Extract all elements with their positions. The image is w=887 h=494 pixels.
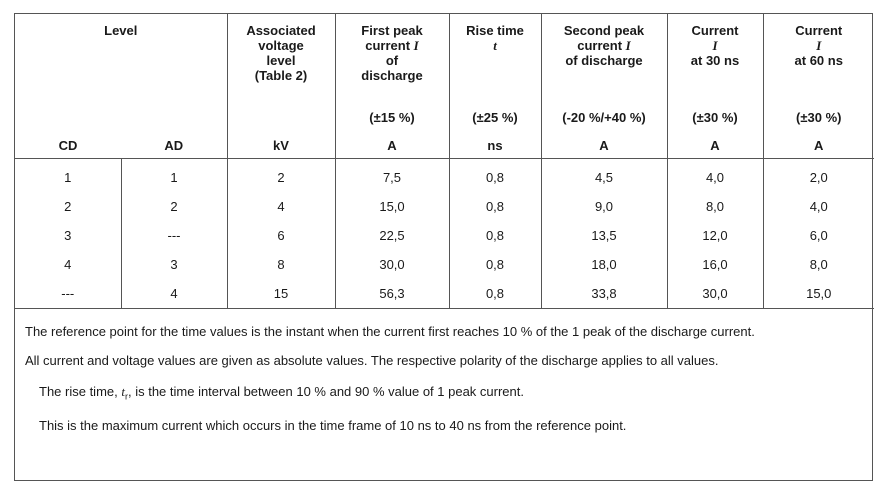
cell: 0,8 — [449, 159, 541, 193]
table-row — [15, 279, 874, 309]
cell: 4,0 — [763, 192, 874, 221]
cell: 3 — [64, 228, 72, 243]
cell: 30,0 — [667, 279, 763, 309]
cell: 16,0 — [667, 250, 763, 279]
table-notes — [15, 309, 872, 434]
cell: 8,0 — [763, 250, 874, 279]
cell: 6,0 — [763, 221, 874, 250]
cell: 9,0 — [541, 192, 667, 221]
cell: 4 — [121, 279, 227, 309]
cell: 2 — [121, 192, 227, 221]
discharge-parameters-table — [15, 14, 874, 309]
header-row — [15, 14, 874, 132]
header-current-60ns: Current I at 60 ns (±30 %) — [763, 14, 874, 132]
table-row — [15, 159, 874, 193]
cell: 22,5 — [335, 221, 449, 250]
cell: 30,0 — [335, 250, 449, 279]
table-row — [15, 250, 874, 279]
unit-ad: AD — [121, 132, 227, 159]
cell: 1 — [121, 159, 227, 193]
header-current-30ns: Current I at 30 ns (±30 %) — [667, 14, 763, 132]
unit-cd: CD — [15, 132, 121, 159]
cell: 12,0 — [667, 221, 763, 250]
cell: 2,0 — [763, 159, 874, 193]
header-level: Level — [104, 23, 138, 38]
cell: 7,5 — [335, 159, 449, 193]
table-row — [15, 192, 874, 221]
cell: 0,8 — [449, 279, 541, 309]
note-rise-time: The rise time, $t_r$, is the time interval between 10 % and 90 % value of 1 peak current. — [39, 384, 524, 402]
header-rise-time: Rise time t (±25 %) — [449, 14, 541, 132]
cell: 33,8 — [541, 279, 667, 309]
cell: 3 — [121, 250, 227, 279]
cell: 15,0 — [335, 192, 449, 221]
cell: --- — [121, 221, 227, 250]
cell: 0,8 — [449, 192, 541, 221]
note-reference-point: The reference point for the time values is the instant when the current first reaches 10 % of the 1 peak of the discharge current. — [25, 324, 755, 339]
cell: --- — [15, 279, 121, 309]
cell: 4 — [64, 257, 72, 272]
cell: 4,0 — [667, 159, 763, 193]
cell: 0,8 — [449, 250, 541, 279]
cell: 8,0 — [667, 192, 763, 221]
cell: 18,0 — [541, 250, 667, 279]
cell: 15,0 — [763, 279, 874, 309]
cell: 1 — [64, 170, 72, 185]
unit-kv: kV — [227, 132, 335, 159]
unit-current-30ns: A — [667, 132, 763, 159]
unit-first-peak: A — [335, 132, 449, 159]
cell: 4 — [227, 192, 335, 221]
cell: 4,5 — [541, 159, 667, 193]
cell: 15 — [227, 279, 335, 309]
cell: 56,3 — [335, 279, 449, 309]
note-absolute-values: All current and voltage values are given as absolute values. The respective polarity of the discharge applies to all values. — [25, 353, 719, 368]
unit-second-peak: A — [541, 132, 667, 159]
units-row — [15, 132, 874, 159]
discharge-parameters-table-frame — [14, 13, 873, 481]
cell: 13,5 — [541, 221, 667, 250]
unit-current-60ns: A — [763, 132, 874, 159]
cell: 6 — [227, 221, 335, 250]
unit-rise-time: ns — [449, 132, 541, 159]
cell: 2 — [64, 199, 72, 214]
header-first-peak-current: First peak current I of discharge (±15 %) — [335, 14, 449, 132]
header-second-peak-current: Second peak current I of discharge (-20 %/+40 %) — [541, 14, 667, 132]
note-maximum-current: This is the maximum current which occurs in the time frame of 10 ns to 40 ns from the reference point. — [39, 417, 627, 433]
cell: 2 — [227, 159, 335, 193]
header-voltage-level: Associated voltage level (Table 2) — [227, 14, 335, 132]
cell: 0,8 — [449, 221, 541, 250]
table-row — [15, 221, 874, 250]
cell: 8 — [227, 250, 335, 279]
